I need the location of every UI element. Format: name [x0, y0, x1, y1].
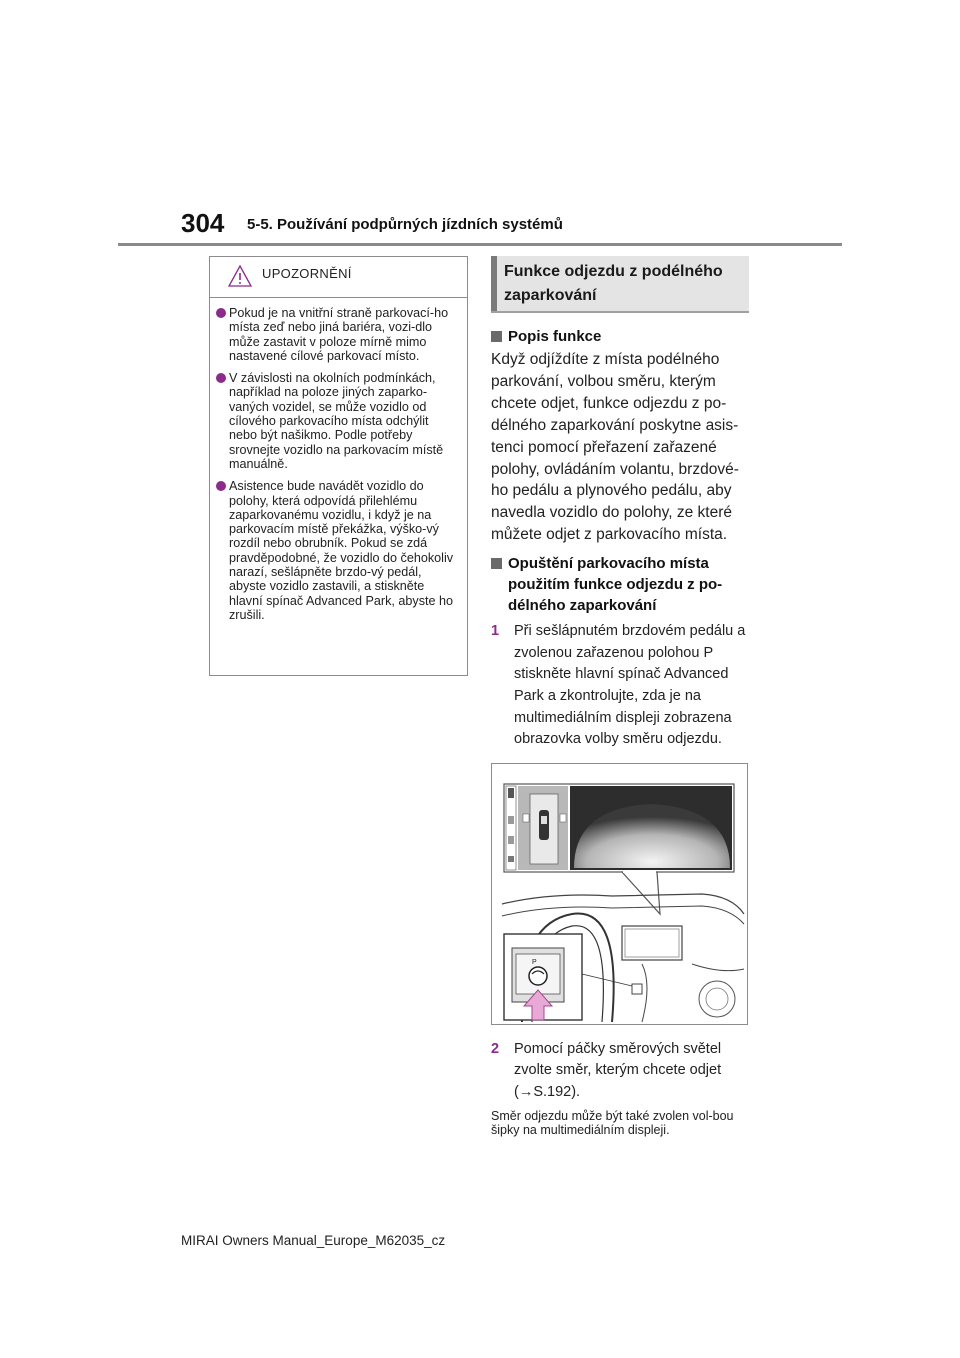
warning-header [210, 257, 467, 298]
warning-box [209, 256, 468, 676]
bullet-icon [216, 481, 226, 491]
step-number: 1 [491, 623, 500, 640]
warning-list [210, 298, 467, 622]
step-number: 2 [491, 1040, 500, 1057]
warning-item: Asistence bude navádět vozidlo do polohy, která odpovídá přilehlému zaparkovanému vozidlu, i když je na parkovacím místě překážka, výško-vý rozdíl nebo obrubník. Pokud se zdá pravděpodobné, že vozidlo do čehokoliv narazí, sešlápněte brzdo-vý pedál, abyste vozidlo zastavili, a stiskněte hlavní spínač Advanced Park, abyste ho zrušili. [216, 479, 459, 622]
step-1: 1 Při sešlápnutém brzdovém pedálu a zvolenou zařazenou polohou P stiskněte hlavní spínač Advanced Park a zkontrolujte, zda je na multimediálním displeji zobrazena obrazovka volby směru odjezdu. [491, 623, 746, 748]
svg-text:P: P [532, 958, 537, 966]
warning-item: Pokud je na vnitřní straně parkovací-ho místa zeď nebo jiná bariéra, vozi-dlo může zastavit v poloze mírně mimo nastavené cílové parkovací místo. [216, 306, 459, 363]
square-bullet-icon [491, 558, 502, 569]
bullet-icon [216, 373, 226, 383]
dashboard-illustration [491, 763, 748, 1025]
heading-bar [491, 256, 497, 311]
section-title: 5-5. Používání podpůrných jízdních systémů [247, 216, 563, 233]
step-2: 2 Pomocí páčky směrových světel zvolte směr, kterým chcete odjet (→S.192). [491, 1040, 722, 1100]
section-heading [491, 256, 749, 313]
subheading-description: Popis funkce [491, 326, 749, 347]
warning-title: UPOZORNĚNÍ [262, 266, 352, 281]
page-number: 304 [181, 208, 225, 238]
description-paragraph: Když odjíždíte z místa podélného parkování, volbou směru, kterým chcete odjet, funkce odjezdu z po-délného zaparkování poskytne asis-tenci pomocí přeřazení zařazené polohy, ovládáním volantu, brzdové-ho pedálu a plynového pedálu, aby navedla vozidlo do polohy, ze které můžete odjet z parkovacího místa. [491, 351, 739, 544]
square-bullet-icon [491, 331, 502, 342]
note-text: Směr odjezdu může být také zvolen vol-bou šipky na multimediálním displeji. [491, 1108, 734, 1137]
bullet-icon [216, 308, 226, 318]
heading-text: Funkce odjezdu z podélného zaparkování [504, 263, 723, 304]
subheading-leaving: Opuštění parkovacího místa použitím funkce odjezdu z po-délného zaparkování [491, 553, 749, 616]
warning-item: V závislosti na okolních podmínkách, například na poloze jiných zaparko-vaných vozidel, se může vozidlo od cílového parkovacího místa odchýlit nebo být našikmo. Podle potřeby srovnejte vozidlo na parkovacím místě manuálně. [216, 371, 459, 471]
dashboard-drawing [492, 764, 748, 1025]
header-rule [118, 243, 842, 246]
warning-triangle-icon [227, 264, 253, 288]
main-column [491, 256, 749, 1137]
footer-text: MIRAI Owners Manual_Europe_M62035_cz [181, 1233, 446, 1248]
